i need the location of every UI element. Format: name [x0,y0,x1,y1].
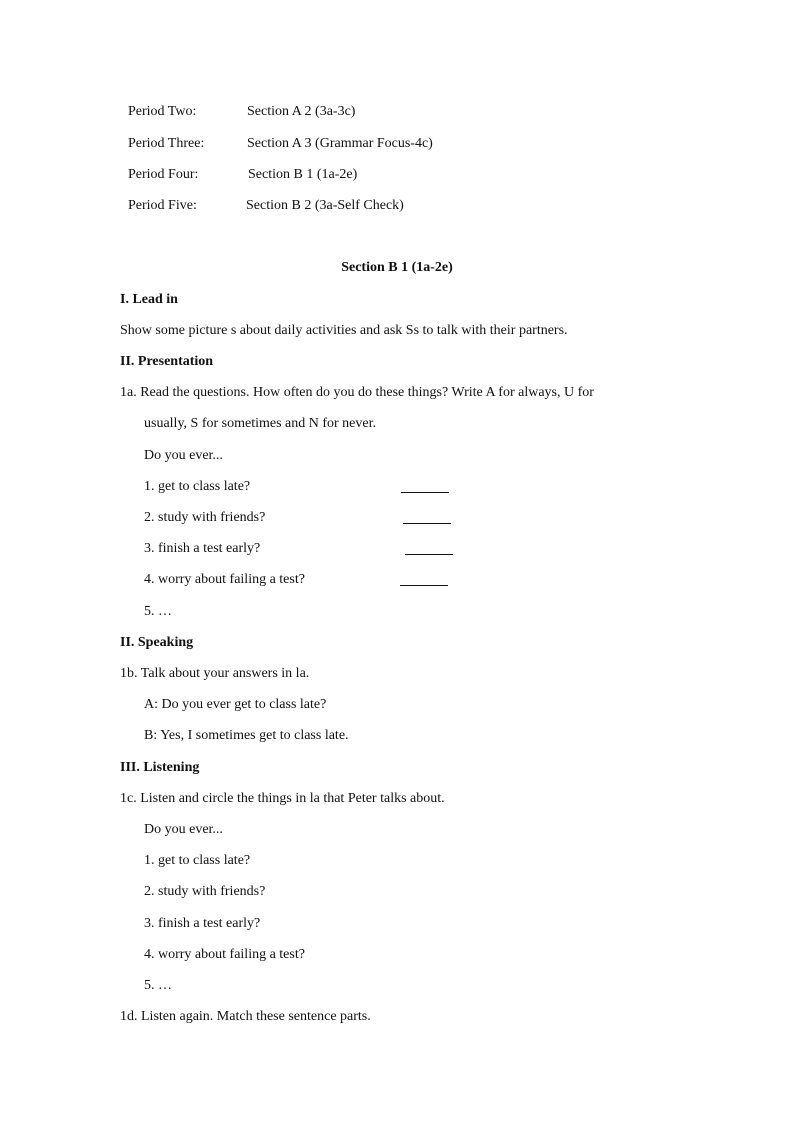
dialogue-a: A: Do you ever get to class late? [144,697,327,712]
period-section: Section B 1 (1a-2e) [248,167,358,182]
period-label: Period Three: [128,136,205,151]
list-item: 1. get to class late? [144,853,251,868]
list-item: 1. get to class late? [144,479,251,494]
answer-blank[interactable] [405,540,453,555]
question-1a-continued: usually, S for sometimes and N for never. [144,416,376,431]
list-item: 5. … [144,604,172,619]
list-item: 5. … [144,978,172,993]
lead-in-heading: I. Lead in [120,292,178,307]
section-title: Section B 1 (1a-2e) [341,260,453,275]
answer-blank[interactable] [403,509,451,524]
question-1d: 1d. Listen again. Match these sentence parts. [120,1009,371,1024]
speaking-heading: II. Speaking [120,635,194,650]
dialogue-b: B: Yes, I sometimes get to class late. [144,728,349,743]
do-you-ever-intro: Do you ever... [144,822,223,837]
period-section: Section A 3 (Grammar Focus-4c) [247,136,433,151]
period-label: Period Four: [128,167,199,182]
period-section: Section B 2 (3a-Self Check) [246,198,404,213]
list-item: 2. study with friends? [144,884,266,899]
list-item: 2. study with friends? [144,510,266,525]
answer-blank[interactable] [400,571,448,586]
do-you-ever-intro: Do you ever... [144,448,223,463]
period-label: Period Five: [128,198,197,213]
question-1a: 1a. Read the questions. How often do you do these things? Write A for always, U for [120,385,594,400]
list-item: 4. worry about failing a test? [144,572,305,587]
answer-blank[interactable] [401,478,449,493]
period-section: Section A 2 (3a-3c) [247,104,356,119]
list-item: 4. worry about failing a test? [144,947,305,962]
presentation-heading: II. Presentation [120,354,214,369]
question-1b: 1b. Talk about your answers in la. [120,666,310,681]
question-1c: 1c. Listen and circle the things in la that Peter talks about. [120,791,445,806]
period-label: Period Two: [128,104,197,119]
lead-in-text: Show some picture s about daily activities and ask Ss to talk with their partners. [120,323,568,338]
list-item: 3. finish a test early? [144,541,261,556]
list-item: 3. finish a test early? [144,916,261,931]
listening-heading: III. Listening [120,760,200,775]
